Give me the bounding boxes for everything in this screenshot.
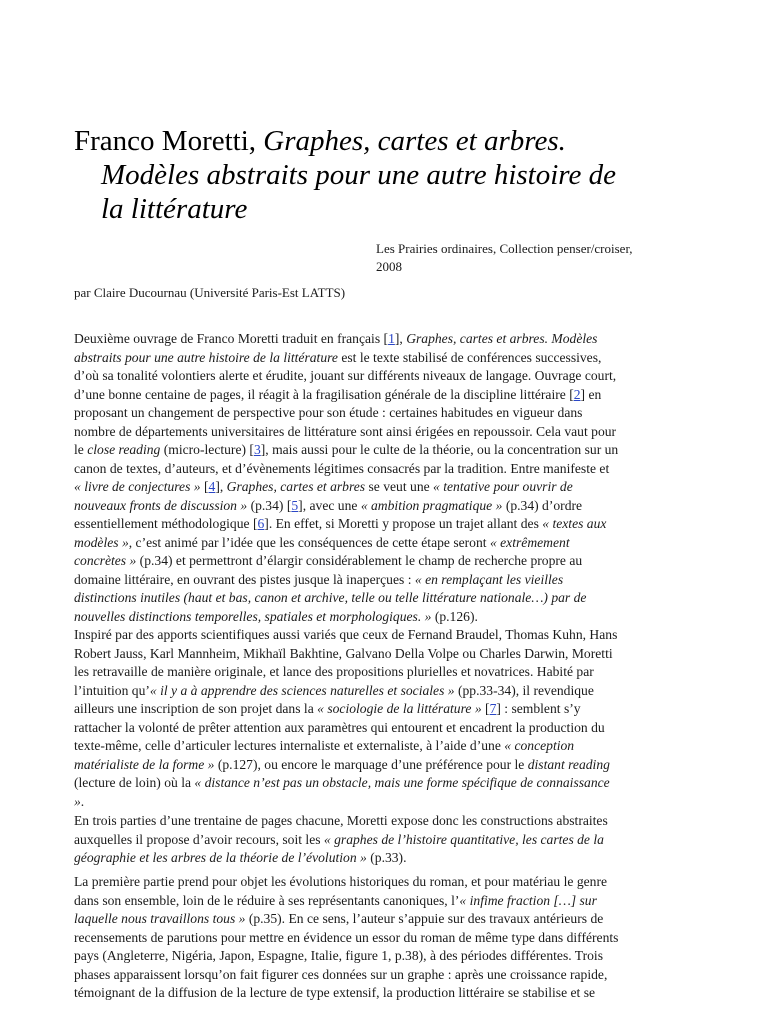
paragraph-line (74, 756, 694, 775)
italic-text: Graphes, cartes et arbres. Modèles (406, 331, 598, 346)
italic-text: « distance n’est pas un obstacle, mais une forme spécifique de connaissance (194, 775, 610, 790)
footnote-link[interactable]: 3 (253, 442, 261, 457)
footnote-link[interactable]: 5 (291, 497, 299, 513)
italic-text: « sociologie de la littérature » (317, 701, 482, 716)
italic-text: » (74, 793, 81, 809)
paragraph (74, 812, 694, 868)
italic-text: « textes aux (542, 516, 607, 531)
italic-text: nouveaux fronts de discussion » (74, 497, 248, 513)
paragraph-line (74, 774, 694, 793)
italic-text: close reading (87, 442, 161, 457)
text-run: , mais aussi pour le culte de la théorie, ou la concentration sur un (265, 442, 619, 457)
footnote-bracket: [ (286, 497, 292, 513)
text-run: en (585, 386, 602, 402)
text-run: (p.35). En ce sens, l’auteur s’appuie sur des travaux antérieurs de (245, 911, 604, 926)
text-run: rattacher la volonté de prêter attention aux paramètres qui entourent et encadrent la production du (74, 719, 605, 735)
italic-text: distant reading (527, 756, 610, 772)
paragraph-line (74, 515, 694, 534)
text-run: ailleurs une inscription de son projet dans la (74, 701, 318, 716)
title-line (101, 158, 768, 192)
paragraph-line (74, 812, 694, 831)
footnote-link[interactable]: 4 (208, 479, 216, 494)
text-run: Franco Moretti, (74, 125, 264, 157)
paragraph-line (74, 349, 694, 368)
paragraph-line (74, 737, 694, 756)
italic-text: matérialiste de la forme » (74, 756, 215, 772)
text-run: (p.34) d’ordre (502, 497, 583, 513)
text-run: dans son ensemble, loin de le réduire à ses représentants canoniques, l’ (74, 892, 460, 908)
text-run: (p.126). (431, 608, 478, 624)
italic-text: concrètes » (74, 553, 137, 568)
text-run: (p.34) (247, 497, 287, 513)
paragraph (74, 626, 694, 811)
author-line: par Claire Ducournau (Université Paris-Est LATTS) (74, 285, 346, 300)
paragraph-line (74, 966, 694, 985)
text-run: témoignant de la diffusion de la lecture de type extensif, la production littéraire se stabilise et se (74, 985, 596, 1000)
text-run: Robert Jauss, Karl Mannheim, Mikhaïl Bakhtine, Galvano Della Volpe ou Charles Darwin, Moretti (74, 645, 613, 661)
text-run: recensements de parutions pour mettre en évidence un essor du roman de même type dans différents (74, 929, 619, 945)
paragraph-line (74, 719, 694, 738)
text-run: , c’est animé par l’idée que les conséquences de cette étape seront (128, 534, 490, 550)
text-run: (lecture de loin) où la (74, 775, 195, 790)
paragraph-line (74, 478, 694, 497)
paragraph (74, 330, 694, 626)
text-run: essentiellement méthodologique (74, 516, 253, 531)
italic-text: « extrêmement (489, 534, 570, 550)
paragraph (74, 873, 694, 1003)
footnote-bracket: [ (203, 479, 209, 494)
paragraph-line (74, 534, 694, 553)
footnote-bracket: ] (496, 701, 501, 716)
paragraph-line (74, 910, 694, 929)
italic-text: la littérature (101, 193, 248, 225)
paragraph-line (74, 929, 694, 948)
paragraph-line (74, 571, 694, 590)
text-run: La première partie prend pour objet les évolutions historiques du roman, et pour matériau le genre (74, 874, 608, 889)
text-run: En trois parties d’une trentaine de pages chacune, Moretti expose donc les constructions abstraites (74, 813, 608, 828)
paragraph-line (74, 645, 694, 664)
text-run: Deuxième ouvrage de Franco Moretti traduit en français (74, 331, 384, 346)
text-run: auxquelles il propose d’avoir recours, soit les (74, 831, 324, 847)
footnote-bracket: ] (260, 442, 266, 457)
paragraph-line (74, 552, 694, 571)
text-run: , (399, 331, 407, 346)
paragraph-line (74, 367, 694, 386)
paragraph-line (74, 700, 694, 719)
paragraph-line (74, 404, 694, 423)
paragraph-line (74, 386, 694, 405)
text-run: est le texte stabilisé de conférences successives, (337, 349, 602, 365)
text-run: . (80, 793, 85, 809)
italic-text: distinctions inutiles (haut et bas, canon et archive, telle ou telle littérature nationale…) par de (74, 590, 587, 605)
text-run: d’une bonne centaine de pages, il réagit à la fragilisation générale de la discipline littéraire (74, 386, 570, 402)
paragraph-line (74, 984, 694, 1003)
paragraph-line (74, 947, 694, 966)
paragraph-line (74, 460, 694, 479)
italic-text: Graphes, cartes et arbres (226, 479, 366, 494)
footnote-bracket: ] (394, 331, 400, 346)
italic-text: « graphes de l’histoire quantitative, les cartes de la (323, 831, 604, 847)
text-run: (p.34) et permettront d’élargir considérablement le champ de recherche propre au (136, 553, 583, 568)
text-run: les retravaille de manière originale, et lance des propositions plurielles et novatrices. Habité par (74, 664, 594, 679)
text-run: le (74, 442, 88, 457)
text-run: (p.127), ou encore le marquage d’une préférence pour le (214, 756, 528, 772)
text-run: Inspiré par des apports scientifiques aussi variés que ceux de Fernand Braudel, Thomas Kuhn, Hans (74, 627, 618, 642)
text-run: : semblent s’y (500, 701, 581, 716)
text-run: l’intuition qu’ (74, 682, 150, 698)
text-run: domaine littéraire, en ouvrant des pistes jusque là inaperçues : (74, 571, 415, 587)
footnote-bracket: ] (580, 386, 586, 402)
paragraph-line (74, 831, 694, 850)
italic-text: « il y a à apprendre des sciences naturelles et sociales » (149, 682, 455, 698)
footnote-bracket: ] (298, 497, 303, 513)
title-line (74, 124, 754, 158)
paragraph-line (74, 423, 694, 442)
footnote-link[interactable]: 7 (489, 701, 497, 716)
text-run: proposant un changement de perspective pour son étude : certaines habitudes en vigueur dans (74, 405, 583, 420)
footnote-bracket: ] (264, 516, 269, 531)
italic-text: « en remplaçant les vieilles (414, 571, 564, 587)
paragraph-line (74, 497, 694, 516)
italic-text: « tentative pour ouvrir de (433, 479, 573, 494)
publisher-line-1: Les Prairies ordinaires, Collection penser/croiser, (376, 241, 633, 256)
paragraph-line (74, 608, 694, 627)
footnote-bracket: [ (249, 442, 254, 457)
paragraph-line (74, 663, 694, 682)
footnote-link[interactable]: 2 (573, 386, 581, 402)
italic-text: Modèles abstraits pour une autre histoire de (101, 159, 616, 191)
italic-text: laquelle nous travaillons tous » (74, 911, 246, 926)
footnote-bracket: ] (215, 479, 220, 494)
italic-text: « ambition pragmatique » (360, 497, 503, 513)
text-run: pays (Angleterre, Nigéria, Japon, Espagne, Italie, figure 1, p.38), à des périodes différentes. Trois (74, 948, 604, 963)
italic-text: nouvelles distinctions temporelles, spatiales et morphologiques. » (74, 608, 432, 624)
footnote-bracket: [ (383, 331, 389, 346)
text-run: (p.33). (366, 850, 407, 865)
italic-text: géographie et les arbres de la théorie de l’évolution » (74, 850, 367, 865)
text-run: canon de textes, d’auteurs, et d’évènements légitimes consacrés par la tradition. Entre manifeste et (74, 460, 610, 476)
title-line (101, 192, 768, 226)
text-run: texte-même, celle d’articuler lectures internaliste et externaliste, à l’aide d’une (74, 738, 505, 753)
paragraph-line (74, 626, 694, 645)
text-run: se veut une (365, 479, 434, 494)
text-run: phases apparaissent lorsqu’on fait figurer ces données sur un graphe : après une croissance rapide, (74, 966, 608, 982)
italic-text: abstraits pour une autre histoire de la littérature (74, 349, 338, 365)
text-run: . En effet, si Moretti y propose un trajet allant des (268, 516, 543, 531)
italic-text: « conception (504, 738, 575, 753)
paragraph-line (74, 441, 694, 460)
footnote-bracket: [ (485, 701, 490, 716)
text-run: (pp.33-34), il revendique (454, 682, 594, 698)
italic-text: modèles » (74, 534, 129, 550)
italic-text: Graphes, cartes et arbres. (263, 125, 566, 157)
text-run: , avec une (302, 497, 361, 513)
footnote-bracket: [ (252, 516, 258, 531)
paragraph-line (74, 873, 694, 892)
paragraph-line (74, 849, 694, 868)
footnote-link[interactable]: 6 (257, 516, 265, 531)
paragraph-line (74, 589, 694, 608)
footnote-link[interactable]: 1 (388, 331, 395, 346)
footnote-bracket: [ (569, 386, 574, 402)
text-run: , (219, 479, 227, 494)
paragraph-line (74, 682, 694, 701)
italic-text: « infime fraction […] sur (459, 892, 597, 908)
italic-text: « livre de conjectures » (74, 479, 204, 494)
paragraph-line (74, 892, 694, 911)
paragraph-line (74, 793, 694, 812)
text-run: (micro-lecture) (160, 442, 250, 457)
text-run: d’où sa tonalité volontiers alerte et érudite, jouant sur différents niveaux de langage. Ouvrage court, (74, 368, 617, 383)
paragraph-line (74, 330, 694, 349)
publisher-line-2: 2008 (376, 259, 402, 274)
text-run: nombre de départements universitaires de littérature sont ainsi érigées en repoussoir. Cela vaut pour (74, 423, 617, 439)
